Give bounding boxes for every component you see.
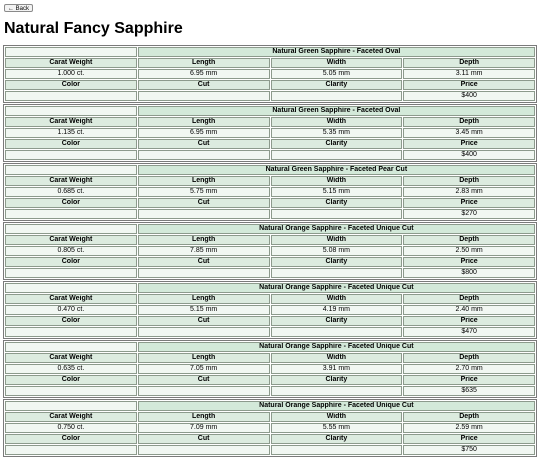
depth-value: 2.40 mm — [403, 305, 535, 315]
clarity-label: Clarity — [271, 434, 403, 444]
cut-label: Cut — [138, 257, 270, 267]
price-value: $400 — [403, 150, 535, 160]
clarity-label: Clarity — [271, 316, 403, 326]
width-label: Width — [271, 294, 403, 304]
cut-value — [138, 386, 270, 396]
color-value — [5, 209, 137, 219]
price-value: $400 — [403, 91, 535, 101]
blank-cell — [5, 401, 137, 411]
price-label: Price — [403, 316, 535, 326]
stone-table — [3, 399, 537, 457]
clarity-value — [271, 268, 403, 278]
carat-weight-value: 1.135 ct. — [5, 128, 137, 138]
width-label: Width — [271, 412, 403, 422]
color-value — [5, 386, 137, 396]
depth-label: Depth — [403, 235, 535, 245]
page-title: Natural Fancy Sapphire — [4, 20, 183, 37]
carat-weight-value: 1.000 ct. — [5, 69, 137, 79]
stone-title: Natural Orange Sapphire - Faceted Unique Cut — [138, 342, 535, 352]
clarity-value — [271, 150, 403, 160]
depth-label: Depth — [403, 176, 535, 186]
width-value: 5.15 mm — [271, 187, 403, 197]
stone-title: Natural Green Sapphire - Faceted Pear Cut — [138, 165, 535, 175]
color-label: Color — [5, 257, 137, 267]
clarity-value — [271, 327, 403, 337]
cut-value — [138, 445, 270, 455]
length-value: 7.05 mm — [138, 364, 270, 374]
clarity-label: Clarity — [271, 257, 403, 267]
depth-value: 2.83 mm — [403, 187, 535, 197]
clarity-label: Clarity — [271, 139, 403, 149]
color-value — [5, 91, 137, 101]
width-label: Width — [271, 235, 403, 245]
price-label: Price — [403, 375, 535, 385]
carat-weight-label: Carat Weight — [5, 117, 137, 127]
cut-label: Cut — [138, 375, 270, 385]
color-label: Color — [5, 434, 137, 444]
price-label: Price — [403, 257, 535, 267]
depth-label: Depth — [403, 294, 535, 304]
width-value: 3.91 mm — [271, 364, 403, 374]
clarity-value — [271, 91, 403, 101]
length-label: Length — [138, 58, 270, 68]
length-label: Length — [138, 353, 270, 363]
width-value: 5.08 mm — [271, 246, 403, 256]
stone-table — [3, 222, 537, 280]
price-value: $800 — [403, 268, 535, 278]
length-value: 5.15 mm — [138, 305, 270, 315]
clarity-value — [271, 386, 403, 396]
width-value: 4.19 mm — [271, 305, 403, 315]
depth-value: 2.50 mm — [403, 246, 535, 256]
length-value: 7.09 mm — [138, 423, 270, 433]
price-value: $470 — [403, 327, 535, 337]
carat-weight-label: Carat Weight — [5, 412, 137, 422]
color-value — [5, 445, 137, 455]
blank-cell — [5, 165, 137, 175]
carat-weight-value: 0.635 ct. — [5, 364, 137, 374]
carat-weight-value: 0.750 ct. — [5, 423, 137, 433]
length-label: Length — [138, 176, 270, 186]
color-label: Color — [5, 316, 137, 326]
width-label: Width — [271, 117, 403, 127]
stone-table — [3, 104, 537, 162]
length-label: Length — [138, 294, 270, 304]
depth-label: Depth — [403, 58, 535, 68]
color-label: Color — [5, 375, 137, 385]
stone-table — [3, 281, 537, 339]
stone-table — [3, 45, 537, 103]
price-label: Price — [403, 139, 535, 149]
blank-cell — [5, 47, 137, 57]
length-value: 5.75 mm — [138, 187, 270, 197]
carat-weight-value: 0.685 ct. — [5, 187, 137, 197]
depth-label: Depth — [403, 117, 535, 127]
price-label: Price — [403, 80, 535, 90]
stone-title: Natural Green Sapphire - Faceted Oval — [138, 106, 535, 116]
width-label: Width — [271, 353, 403, 363]
stone-title: Natural Orange Sapphire - Faceted Unique Cut — [138, 283, 535, 293]
carat-weight-label: Carat Weight — [5, 353, 137, 363]
width-value: 5.55 mm — [271, 423, 403, 433]
cut-label: Cut — [138, 139, 270, 149]
clarity-value — [271, 445, 403, 455]
width-value: 5.05 mm — [271, 69, 403, 79]
cut-label: Cut — [138, 80, 270, 90]
carat-weight-label: Carat Weight — [5, 235, 137, 245]
color-label: Color — [5, 80, 137, 90]
width-value: 5.35 mm — [271, 128, 403, 138]
length-value: 6.95 mm — [138, 69, 270, 79]
cut-label: Cut — [138, 316, 270, 326]
depth-value: 3.45 mm — [403, 128, 535, 138]
price-label: Price — [403, 434, 535, 444]
depth-value: 3.11 mm — [403, 69, 535, 79]
blank-cell — [5, 224, 137, 234]
depth-value: 2.70 mm — [403, 364, 535, 374]
color-value — [5, 327, 137, 337]
clarity-label: Clarity — [271, 198, 403, 208]
carat-weight-value: 0.470 ct. — [5, 305, 137, 315]
carat-weight-label: Carat Weight — [5, 58, 137, 68]
clarity-label: Clarity — [271, 80, 403, 90]
stone-list — [3, 45, 537, 458]
width-label: Width — [271, 176, 403, 186]
color-value — [5, 150, 137, 160]
stone-title: Natural Green Sapphire - Faceted Oval — [138, 47, 535, 57]
stone-title: Natural Orange Sapphire - Faceted Unique Cut — [138, 224, 535, 234]
length-label: Length — [138, 412, 270, 422]
blank-cell — [5, 283, 137, 293]
carat-weight-value: 0.805 ct. — [5, 246, 137, 256]
cut-label: Cut — [138, 198, 270, 208]
clarity-value — [271, 209, 403, 219]
color-value — [5, 268, 137, 278]
length-value: 6.95 mm — [138, 128, 270, 138]
clarity-label: Clarity — [271, 375, 403, 385]
blank-cell — [5, 342, 137, 352]
stone-title: Natural Orange Sapphire - Faceted Unique Cut — [138, 401, 535, 411]
price-value: $270 — [403, 209, 535, 219]
carat-weight-label: Carat Weight — [5, 294, 137, 304]
width-label: Width — [271, 58, 403, 68]
cut-label: Cut — [138, 434, 270, 444]
cut-value — [138, 209, 270, 219]
cut-value — [138, 91, 270, 101]
depth-label: Depth — [403, 412, 535, 422]
length-label: Length — [138, 117, 270, 127]
depth-label: Depth — [403, 353, 535, 363]
stone-table — [3, 340, 537, 398]
blank-cell — [5, 106, 137, 116]
depth-value: 2.59 mm — [403, 423, 535, 433]
length-value: 7.85 mm — [138, 246, 270, 256]
price-label: Price — [403, 198, 535, 208]
length-label: Length — [138, 235, 270, 245]
cut-value — [138, 150, 270, 160]
back-button[interactable]: ← Back — [4, 4, 33, 12]
stone-table — [3, 163, 537, 221]
price-value: $750 — [403, 445, 535, 455]
color-label: Color — [5, 198, 137, 208]
price-value: $635 — [403, 386, 535, 396]
carat-weight-label: Carat Weight — [5, 176, 137, 186]
cut-value — [138, 268, 270, 278]
color-label: Color — [5, 139, 137, 149]
cut-value — [138, 327, 270, 337]
